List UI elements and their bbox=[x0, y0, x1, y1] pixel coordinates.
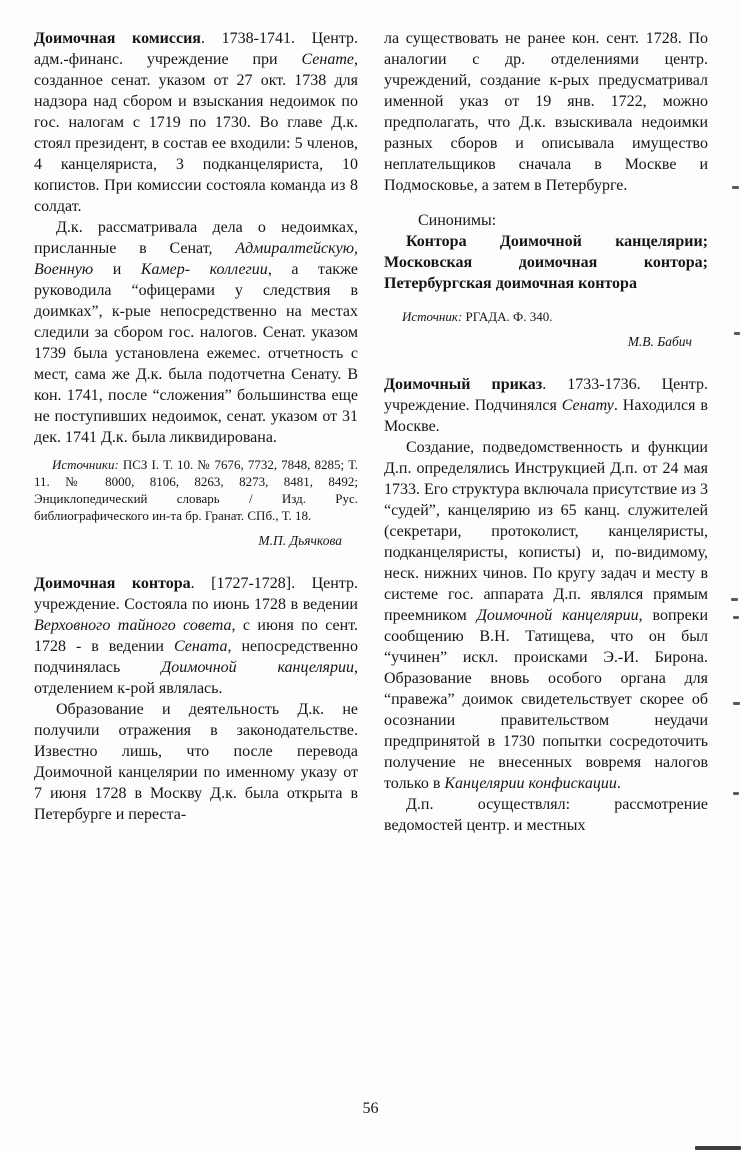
scan-artifact-mark bbox=[733, 702, 740, 705]
italic-text: Источник: bbox=[402, 309, 463, 324]
body-paragraph bbox=[384, 28, 708, 196]
sources-note bbox=[34, 456, 358, 524]
text-run: . 1738-1741. Центр. адм.-финанс. учреждение при bbox=[34, 30, 358, 68]
text-columns bbox=[34, 28, 708, 836]
scan-artifact-mark bbox=[734, 332, 740, 335]
page-number: 56 bbox=[362, 1100, 379, 1117]
scan-artifact-mark bbox=[733, 792, 739, 795]
italic-text: Источники: bbox=[52, 457, 119, 472]
author-signature bbox=[384, 333, 708, 350]
text-run: Синонимы: bbox=[418, 212, 497, 229]
entry-heading-paragraph bbox=[384, 374, 708, 437]
italic-text: Сенате bbox=[301, 51, 354, 68]
italic-text: Сената bbox=[173, 638, 228, 655]
body-paragraph bbox=[34, 217, 358, 448]
text-run: РГАДА. Ф. 340. bbox=[462, 309, 553, 324]
text-run: М.В. Бабич bbox=[627, 334, 692, 349]
text-run: . Находился в Москве. bbox=[384, 397, 708, 435]
text-column-right bbox=[384, 28, 708, 836]
text-run: М.П. Дьячкова bbox=[258, 533, 342, 548]
bold-text: Доимочная комиссия bbox=[34, 30, 201, 47]
scan-artifact-mark bbox=[695, 1146, 741, 1150]
body-paragraph bbox=[384, 794, 708, 836]
entry-heading-paragraph bbox=[34, 28, 358, 217]
italic-text: Доимочной канцелярии bbox=[161, 659, 354, 676]
bold-text: Доимочная контора bbox=[34, 575, 191, 592]
text-run: , созданное сенат. указом от 27 окт. 1738 для надзора над сбором и взыскания недоимок по гос. налогам с 1719 по 1730. Во главе Д.к. стоял президент, в состав ее входили: 5 членов, 4 канцеляриста, 3 подканцеляриста, 10 копистов. При комиссии состояла команда из 8 солдат. bbox=[34, 51, 358, 215]
italic-text: Адмиралтейскую, Военную bbox=[34, 240, 358, 278]
synonyms-label bbox=[384, 210, 708, 231]
text-run: ПСЗ I. Т. 10. № 7676, 7732, 7848, 8285; Т. 11. № 8000, 8106, 8263, 8273, 8481, 8492; Энциклопедический словарь / Изд. Рус. библиографического ин-та бр. Гранат. СПб., Т. 18. bbox=[34, 457, 358, 523]
italic-text: Сенату bbox=[561, 397, 614, 414]
author-signature bbox=[34, 532, 358, 549]
text-run: Д.к. рассматривала дела о недоимках, присланные в Сенат, bbox=[34, 219, 358, 257]
sources-note bbox=[384, 308, 708, 325]
body-paragraph bbox=[34, 699, 358, 825]
text-run: , непосредственно подчинялась bbox=[34, 638, 358, 676]
text-run: , с июня по сент. 1728 - в ведении bbox=[34, 617, 358, 655]
entry-heading-paragraph bbox=[34, 573, 358, 699]
text-run: и bbox=[93, 261, 141, 278]
text-run: Создание, подведомственность и функции Д.п. определялись Инструкцией Д.п. от 24 мая 1733. Его структура включала присутствие из 3 “судей”, канцелярию из 65 канц. служителей (секретари, протоколист, канцеляристы, подканцеляристы, кописты) и, по-видимому, неск. нижних чинов. По кругу задач и месту в системе гос. аппарата Д.п. являлся прямым преемником bbox=[384, 439, 708, 624]
scan-artifact-mark bbox=[732, 186, 739, 189]
text-run: . [1727-1728]. Центр. учреждение. Состояла по июнь 1728 в ведении bbox=[34, 575, 359, 613]
italic-text: Доимочной канцелярии bbox=[476, 607, 639, 624]
text-column-left bbox=[34, 28, 358, 836]
scan-artifact-mark bbox=[731, 598, 738, 601]
text-run: , отделением к-рой являлась. bbox=[34, 659, 358, 697]
text-run: ла существовать не ранее кон. сент. 1728. По аналогии с др. отделениями центр. учреждений, создание к-рых предусматривал именной указ от 19 янв. 1722, можно предполагать, что Д.к. взыскивала недоимки разных сборов и описывала имущество неплательщиков сначала в Москве и Подмосковье, а затем в Петербурге. bbox=[384, 30, 708, 194]
bold-text: Доимочный приказ bbox=[384, 376, 543, 393]
text-run: Д.п. осуществлял: рассмотрение ведомостей центр. и местных bbox=[384, 796, 708, 834]
italic-text: Канцелярии конфискации bbox=[444, 775, 617, 792]
text-run: , вопреки сообщению В.Н. Татищева, что он был “учинен” искл. происками Э.-И. Бирона. Образование вновь особого органа для “правежа” доимок свидетельствует скорее об осознании правительством неудачи предпринятой в 1730 попытки сосредоточить получение не внесенных вовремя налогов только в bbox=[384, 607, 709, 792]
text-run: Образование и деятельность Д.к. не получили отражения в законодательстве. Известно лишь, что после перевода Доимочной канцелярии по именному указу от 7 июня 1728 в Москву Д.к. была открыта в Петербурге и переста- bbox=[34, 701, 358, 823]
italic-text: Верховного тайного совета bbox=[34, 617, 232, 634]
scan-artifact-mark bbox=[733, 616, 739, 619]
italic-text: Камер- коллегии bbox=[140, 261, 268, 278]
synonyms-list bbox=[384, 231, 708, 294]
body-paragraph bbox=[384, 437, 708, 794]
text-run: , а также руководила “офицерами у следствия в доимках”, к-рые непосредственно на местах следили за сбором гос. налогов. Сенат. указом 1739 была установлена ежемес. отчетность с мест, сама же Д.к. была подотчетна Сенату. В кон. 1741, после “сложения” большинства еще не поступивших недоимок, сенат. указом от 31 дек. 1741 Д.к. была ликвидирована. bbox=[34, 261, 359, 446]
bold-text: Контора Доимочной канцелярии; Московская доимочная контора; Петербургская доимочная контора bbox=[384, 233, 708, 292]
text-run: . bbox=[616, 775, 621, 792]
text-run: . 1733-1736. Центр. учреждение. Подчинялся bbox=[384, 376, 708, 414]
